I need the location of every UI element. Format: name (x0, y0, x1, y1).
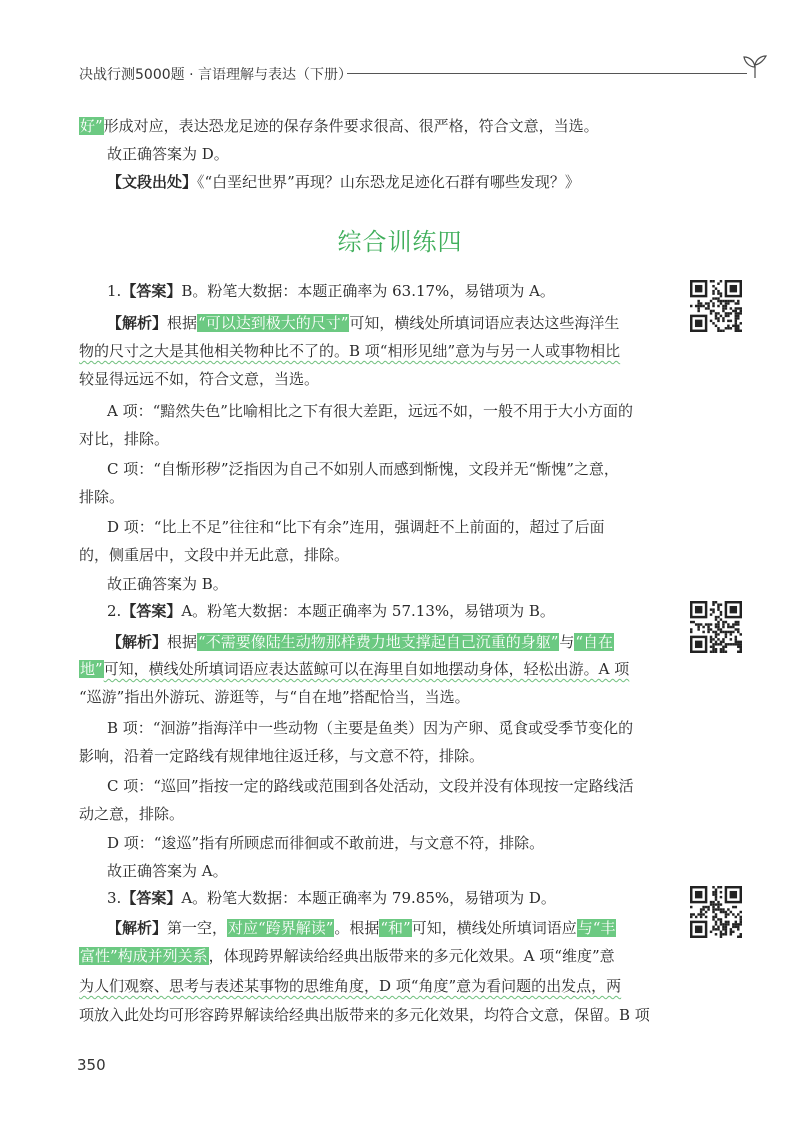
q1-option-a-line-2: 对比，排除。 (79, 430, 170, 448)
text: 根据 (167, 314, 198, 332)
analysis-tag: 【解析】 (107, 633, 168, 651)
text: 物的尺寸之大是其他相关物种比不了的。B 项“相形见绌”意为与另一人或事物相比 (79, 342, 621, 360)
q1-option-d-line-1: D 项：“比上不足”往往和“比下有余”连用，强调赶不上前面的，超过了后面 (107, 518, 605, 536)
answer-text: A。粉笔大数据：本题正确率为 57.13%，易错项为 B。 (181, 602, 555, 620)
highlight: 对应“跨界解读” (228, 919, 334, 937)
q1-analysis-line-2 (79, 340, 759, 362)
q2-analysis-line-2 (79, 658, 759, 680)
text: ，体现跨界解读给经典出版带来的多元化效果。A 项“维度”意 (208, 947, 615, 965)
highlight: 与“丰 (577, 919, 616, 937)
answer-text: A。粉笔大数据：本题正确率为 79.85%，易错项为 D。 (181, 889, 556, 907)
q2-option-c-line-1: C 项：“巡回”指按一定的路线或范围到各处活动，文段并没有体现按一定路线活 (107, 777, 634, 795)
highlight: “和” (380, 919, 411, 937)
running-header (79, 62, 769, 86)
answer-tag: 【答案】 (121, 889, 182, 907)
text: 可知，横线处所填词语应 (411, 919, 577, 937)
q-number: 1. (107, 282, 122, 300)
highlight: “不需要像陆生动物那样费力地支撑起自己沉重的身躯” (198, 633, 559, 651)
highlight: 富性”构成并列关系 (80, 947, 208, 965)
q3-answer (107, 887, 787, 909)
highlight: “自在 (575, 633, 614, 651)
q2-option-d: D 项：“逡巡”指有所顾虑而徘徊或不敢前进，与文意不符，排除。 (107, 834, 545, 852)
q-number: 3. (107, 889, 122, 907)
header-rule (347, 73, 747, 74)
q2-analysis-line-3: “巡游”指出外游玩、游逛等，与“自在地”搭配恰当，当选。 (79, 688, 470, 706)
source-text: 《“白垩纪世界”再现？山东恐龙足迹化石群有哪些发现？》 (197, 173, 580, 191)
answer-text: B。粉笔大数据：本题正确率为 63.17%，易错项为 A。 (181, 282, 555, 300)
q-number: 2. (107, 602, 122, 620)
q2-answer (107, 600, 787, 622)
q1-analysis-line-1 (107, 312, 787, 334)
text: 根据 (167, 633, 198, 651)
q2-analysis-line-1 (107, 631, 787, 653)
q1-option-a-line-1: A 项：“黯然失色”比喻相比之下有很大差距，远远不如，一般不用于大小方面的 (107, 402, 633, 420)
q2-final-answer: 故正确答案为 A。 (107, 862, 228, 880)
intro-line-2: 故正确答案为 D。 (107, 145, 229, 163)
q3-analysis-line-1 (107, 917, 787, 939)
q3-analysis-line-4: 项放入此处均可形容跨界解读给经典出版带来的多元化效果，均符合文意，保留。B 项 (79, 1006, 650, 1024)
section-title: 综合训练四 (337, 228, 463, 256)
text: 形成对应，表达恐龙足迹的保存条件要求很高、很严格，符合文意，当选。 (103, 117, 599, 135)
text: 。根据 (334, 919, 380, 937)
text: 为人们观察、思考与表述某事物的思维角度，D 项“角度”意为看问题的出发点，两 (79, 977, 622, 995)
answer-tag: 【答案】 (121, 602, 182, 620)
sprout-icon (739, 54, 771, 80)
source-line (107, 171, 787, 193)
highlight: 好” (80, 117, 103, 135)
intro-line-1 (79, 115, 759, 137)
analysis-tag: 【解析】 (107, 919, 168, 937)
q1-final-answer: 故正确答案为 B。 (107, 575, 228, 593)
answer-tag: 【答案】 (121, 282, 182, 300)
text: 与 (559, 633, 575, 651)
q1-option-c-line-1: C 项：“自惭形秽”泛指因为自己不如别人而感到惭愧，文段并无“惭愧”之意， (107, 460, 619, 478)
q3-analysis-line-3 (79, 975, 759, 997)
q1-option-d-line-2: 的，侧重居中，文段中并无此意，排除。 (79, 546, 350, 564)
q2-option-b-line-1: B 项：“洄游”指海洋中一些动物（主要是鱼类）因为产卵、觅食或受季节变化的 (107, 719, 634, 737)
q3-analysis-line-2 (79, 945, 759, 967)
source-tag: 【文段出处】 (107, 173, 198, 191)
book-title: 决战行测5000题 · 言语理解与表达（下册） (79, 67, 352, 83)
q1-analysis-line-3: 较显得远远不如，符合文意，当选。 (79, 370, 320, 388)
text: 可知，横线处所填词语应表达这些海洋生 (349, 314, 620, 332)
q1-answer (107, 280, 787, 302)
text: 可知，横线处所填词语应表达蓝鲸可以在海里自如地摆动身体，轻松出游。A 项 (103, 660, 630, 678)
analysis-tag: 【解析】 (107, 314, 168, 332)
page-number: 350 (77, 1056, 106, 1074)
text: 第一空， (167, 919, 228, 937)
q2-option-c-line-2: 动之意，排除。 (79, 805, 185, 823)
q1-option-c-line-2: 排除。 (79, 488, 125, 506)
q2-option-b-line-2: 影响，沿着一定路线有规律地往返迁移，与文意不符，排除。 (79, 747, 485, 765)
highlight: “可以达到极大的尺寸” (198, 314, 349, 332)
highlight: 地” (80, 660, 103, 678)
